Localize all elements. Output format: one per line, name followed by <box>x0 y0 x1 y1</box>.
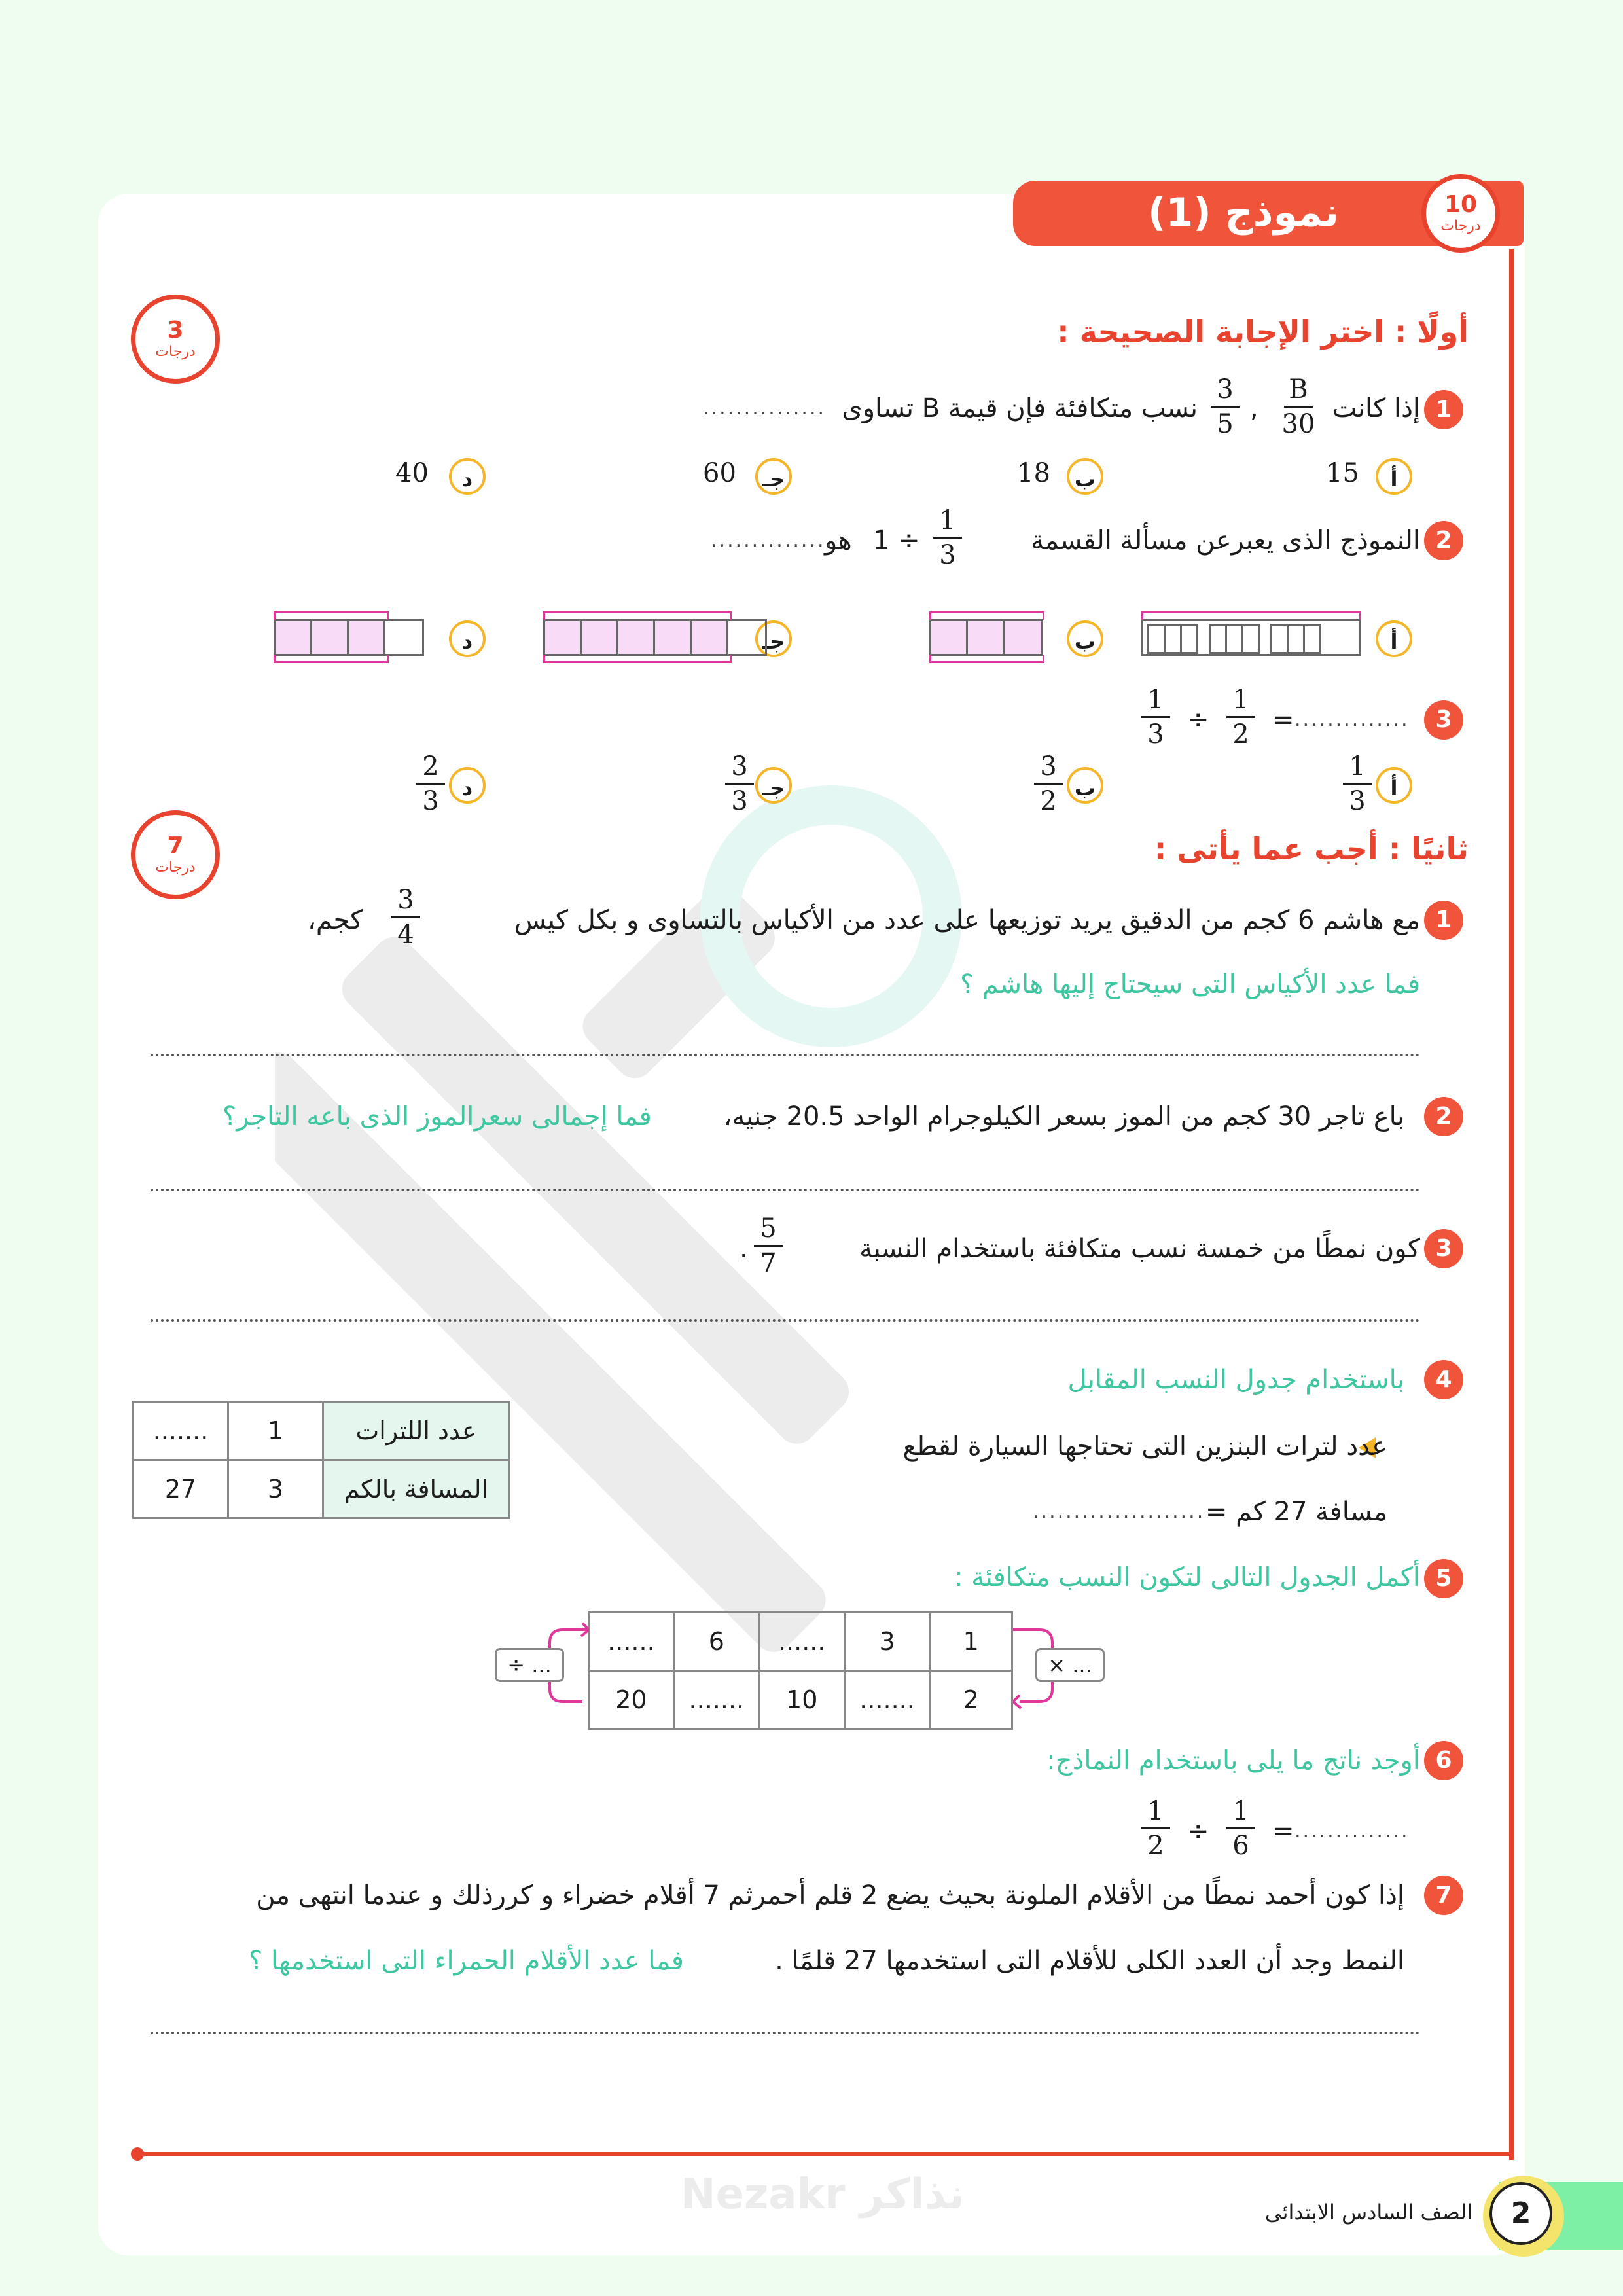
s2-q6-fraction-1-6: 1 6 <box>1221 1796 1260 1861</box>
s2-q7-number: 7 <box>1424 1876 1463 1915</box>
s2-q5-r2c5: 20 <box>589 1671 674 1729</box>
s1-q3-fraction-1-2: 1 2 <box>1221 685 1260 749</box>
s1-q3-option-a-value: 1 3 <box>1338 751 1377 816</box>
s1-q2-option-b[interactable]: ب <box>1067 620 1103 657</box>
s2-q5-r2c3: 10 <box>759 1671 844 1729</box>
s2-q1-text: مع هاشم 6 كجم من الدقيق يريد توزيعها على عدد من الأكياس بالتساوى و بكل كيس <box>514 905 1420 935</box>
s2-q1-number: 1 <box>1424 901 1463 940</box>
s1-q1-option-d-value: 40 <box>395 458 429 488</box>
bottom-border-line <box>137 2152 1512 2156</box>
s2-q4-line2: مسافة 27 كم = <box>1205 1497 1387 1527</box>
s2-q5-r1c1: 1 <box>930 1613 1012 1671</box>
s1-q2-div: ÷ 1 <box>873 526 920 556</box>
s1-q1-blank: ............... <box>703 397 827 420</box>
s1-q2-number: 2 <box>1424 521 1463 560</box>
s1-q2-bracket-b-bottom <box>929 655 1044 663</box>
s1-q3-option-c[interactable]: جـ <box>755 767 792 804</box>
s1-q2-bracket-d <box>274 611 389 620</box>
s2-q7-line2: النمط وجد أن العدد الكلى للأقلام التى استخدمها 27 قلمًا . <box>775 1946 1404 1976</box>
s1-q3-option-c-value: 3 3 <box>720 751 759 816</box>
s2-q5-r2c1: 2 <box>930 1671 1012 1729</box>
s2-q5-r1c4: 6 <box>673 1613 759 1671</box>
s2-q5-multiply-box[interactable]: × ... <box>1035 1648 1105 1682</box>
s2-q4-cell-r1c1: 1 <box>228 1402 323 1460</box>
s2-q5-r2c2[interactable]: ....... <box>844 1671 930 1729</box>
s1-q3-number: 3 <box>1424 700 1463 740</box>
s2-q6-number: 6 <box>1424 1741 1463 1780</box>
s2-q2-number: 2 <box>1424 1097 1463 1136</box>
s2-q5-divide-box[interactable]: ÷ ... <box>495 1648 564 1682</box>
s2-q6-fraction-1-2: 1 2 <box>1136 1796 1175 1861</box>
s2-q6-divide: ÷ <box>1187 1816 1209 1846</box>
s2-q5-r1c2: 3 <box>844 1613 930 1671</box>
s1-q3-divide: ÷ <box>1187 705 1209 735</box>
s1-q3-blank: .............. <box>1294 708 1410 731</box>
s2-q4-title: باستخدام جدول النسب المقابل <box>1067 1365 1404 1395</box>
s1-q3-option-a[interactable]: أ <box>1376 767 1412 804</box>
s2-q7-answer-line[interactable] <box>151 2032 1420 2034</box>
s1-q2-model-a <box>1141 619 1361 656</box>
s1-q1-fraction-b30: B 30 <box>1281 374 1315 439</box>
s2-q4-ratio-table <box>132 1401 510 1519</box>
s2-q2-answer-line[interactable] <box>151 1189 1420 1191</box>
s1-q1-number: 1 <box>1424 390 1463 429</box>
right-border-line <box>1509 249 1514 2160</box>
s1-q2-text: النموذج الذى يعبرعن مسألة القسمة <box>1031 526 1420 556</box>
s2-q1-text2: كجم، <box>308 905 363 935</box>
total-marks-badge: 10 درجات <box>1421 174 1500 253</box>
s1-q1-text2: نسب متكافئة فإن قيمة B تساوى <box>842 393 1198 423</box>
s2-q4-blank: ..................... <box>1033 1500 1205 1523</box>
s2-q1-answer-line[interactable] <box>151 1054 1420 1056</box>
s1-q2-option-d[interactable]: د <box>449 620 486 657</box>
s1-q2-bracket-c <box>543 611 732 620</box>
s2-q5-table <box>588 1611 1013 1730</box>
s1-q2-bracket-a <box>1141 611 1361 620</box>
s2-q3-text: كون نمطًا من خمسة نسب متكافئة باستخدام النسبة <box>859 1234 1420 1264</box>
s1-q3-option-b[interactable]: ب <box>1067 767 1103 804</box>
section2-title: ثانيًا : أجب عما يأتى : <box>1154 831 1469 867</box>
s1-q1-option-c-value: 60 <box>703 458 736 488</box>
section1-title: أولًا : اختر الإجابة الصحيحة : <box>1057 314 1469 350</box>
s2-q6-equals: = <box>1272 1816 1294 1846</box>
s2-q5-r1c3[interactable]: ...... <box>759 1613 844 1671</box>
s2-q4-cell-r1c2[interactable]: ....... <box>134 1402 228 1460</box>
section2-marks-badge: 7 درجات <box>131 810 220 899</box>
s1-q2-model-b <box>929 619 1043 656</box>
s2-q3-fraction: 5 7 <box>749 1213 788 1278</box>
s2-q4-cell-r2c1: 3 <box>228 1460 323 1518</box>
s2-q4-row2-label: المسافة بالكم <box>323 1460 510 1518</box>
s1-q1-option-b[interactable]: ب <box>1067 458 1103 495</box>
s2-q7-line1: إذا كون أحمد نمطًا من الأقلام الملونة بحيث يضع 2 قلم أحمرثم 7 أقلام خضراء و كررذلك و عندما انتهى من <box>256 1880 1404 1910</box>
s2-q1-question: فما عدد الأكياس التى سيحتاج إليها هاشم ؟ <box>959 969 1420 999</box>
s1-q2-fraction: 1 3 <box>928 505 967 570</box>
s1-q1-text: إذا كانت <box>1332 393 1420 423</box>
s1-q2-bracket-d-bottom <box>274 655 389 663</box>
s2-q3-answer-line[interactable] <box>151 1319 1420 1322</box>
s2-q3-number: 3 <box>1424 1229 1463 1268</box>
s1-q2-blank: ............... <box>711 529 834 552</box>
s2-q5-r2c4[interactable]: ....... <box>673 1671 759 1729</box>
footer-page-number: 2 <box>1489 2182 1552 2245</box>
s1-q1-comma: , <box>1250 393 1258 423</box>
s2-q5-r1c5[interactable]: ...... <box>589 1613 674 1671</box>
s2-q1-fraction: 3 4 <box>386 885 425 950</box>
s1-q1-fraction-3-5: 3 5 <box>1205 374 1245 439</box>
bottom-line-dot <box>131 2147 144 2161</box>
s1-q1-option-c[interactable]: جـ <box>755 458 792 495</box>
s1-q2-bracket-b <box>929 611 1044 620</box>
s2-q6-blank: .............. <box>1294 1820 1410 1842</box>
s1-q3-option-d-value: 2 3 <box>411 751 450 816</box>
s1-q2-option-c[interactable]: جـ <box>755 620 792 657</box>
s2-q2-text: باع تاجر 30 كجم من الموز بسعر الكيلوجرام الواحد 20.5 جنيه، <box>723 1102 1404 1132</box>
s1-q2-option-a[interactable]: أ <box>1376 620 1412 657</box>
s1-q3-equals: = <box>1272 705 1294 735</box>
s1-q2-bracket-c-bottom <box>543 655 732 663</box>
model-title: نموذج (1) <box>1148 190 1339 236</box>
s1-q1-option-a[interactable]: أ <box>1376 458 1412 495</box>
s2-q4-number: 4 <box>1424 1360 1463 1399</box>
s1-q2-text2: هو <box>825 526 852 556</box>
s2-q4-cell-r2c2: 27 <box>134 1460 228 1518</box>
s2-q6-title: أوجد ناتج ما يلى باستخدام النماذج: <box>1046 1746 1420 1776</box>
s2-q7-question: فما عدد الأقلام الحمراء التى استخدمها ؟ <box>249 1946 684 1976</box>
s2-q4-bullet-text: عدد لترات البنزين التى تحتاجها السيارة لقطع <box>902 1431 1387 1462</box>
s2-q5-number: 5 <box>1424 1559 1463 1598</box>
s2-q4-row1-label: عدد اللترات <box>323 1402 510 1460</box>
s1-q1-option-b-value: 18 <box>1017 458 1050 488</box>
s1-q3-option-d[interactable]: د <box>449 767 486 804</box>
s2-q3-dot: . <box>740 1234 748 1264</box>
section1-marks-badge: 3 درجات <box>131 295 220 384</box>
footer-grade: الصف السادس الابتدائى <box>1264 2200 1472 2225</box>
s1-q2-model-d <box>274 619 424 656</box>
s1-q1-option-a-value: 15 <box>1326 458 1359 488</box>
s2-q5-title: أكمل الجدول التالى لتكون النسب متكافئة : <box>954 1562 1420 1592</box>
s2-q2-question: فما إجمالى سعرالموز الذى باعه التاجر؟ <box>223 1102 652 1132</box>
s1-q3-option-b-value: 3 2 <box>1029 751 1068 816</box>
s1-q1-option-d[interactable]: د <box>449 458 486 495</box>
s1-q2-model-c <box>543 619 767 656</box>
s1-q3-fraction-1-3: 1 3 <box>1136 685 1175 749</box>
footer-watermark-logo: Nezakr نذاكر <box>681 2170 965 2219</box>
